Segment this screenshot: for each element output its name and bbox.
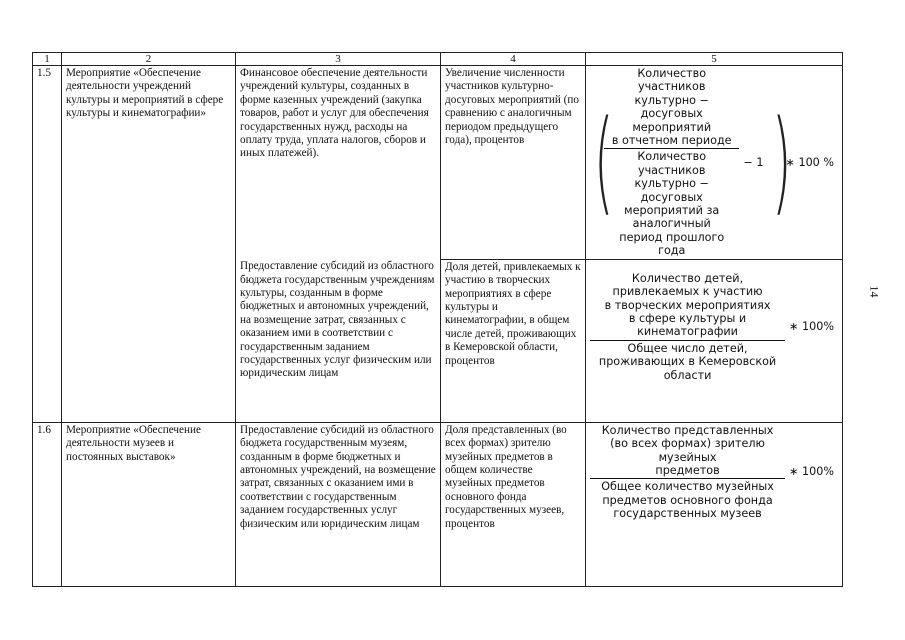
formula-participants bbox=[586, 66, 843, 260]
denominator-line: Количество участников bbox=[637, 150, 707, 177]
numerator-line: (во всех формах) зрителю музейных bbox=[610, 437, 765, 464]
header-cell: 3 bbox=[236, 53, 441, 66]
measure-name: Мероприятие «Обеспечение деятельности учреждений культуры и мероприятий в сфере культуры и кинематографии» bbox=[62, 66, 236, 260]
table-row bbox=[33, 66, 843, 260]
denominator-line: мероприятий за аналогичный bbox=[624, 204, 720, 231]
numerator-line: Количество детей, bbox=[631, 271, 744, 285]
numerator-line: в творческих мероприятиях bbox=[604, 298, 771, 312]
denominator bbox=[604, 149, 739, 257]
formula-children-share bbox=[586, 259, 843, 422]
times-hundred: ∗ 100% bbox=[789, 465, 834, 479]
fraction bbox=[590, 272, 785, 382]
numerator bbox=[590, 272, 785, 341]
page-number: 14 bbox=[867, 285, 882, 298]
times-hundred: ∗ 100% bbox=[789, 320, 834, 334]
left-paren: ( bbox=[593, 97, 614, 228]
numerator-line: культурно − досуговых bbox=[634, 93, 709, 121]
finance-description: Финансовое обеспечение деятельности учреждений культуры, созданных в форме казенных учреждений (закупка товаров, работ и услуг для обеспечения государственных нужд, расходы на оплату труда, уплата налогов, сборов и иных платежей). bbox=[236, 66, 441, 260]
numerator-line: привлекаемых к участию bbox=[612, 285, 763, 299]
denominator-line: Общее количество музейных bbox=[601, 480, 774, 494]
header-cell: 2 bbox=[62, 53, 236, 66]
header-cell: 1 bbox=[33, 53, 62, 66]
numerator-line: в сфере культуры и кинематографии bbox=[628, 311, 747, 339]
denominator bbox=[601, 479, 774, 520]
measures-table bbox=[32, 52, 843, 587]
indicator-description: Доля детей, привлекаемых к участию в творческих мероприятиях в сфере культуры и кинематографии, в общем числе детей, проживающих в Кемеровской области, процентов bbox=[441, 259, 586, 422]
denominator-line: период прошлого года bbox=[619, 230, 725, 258]
header-row bbox=[33, 53, 843, 66]
numerator-line: в отчетном периоде bbox=[611, 134, 732, 148]
times-hundred: ∗ 100 % bbox=[785, 155, 834, 169]
fraction bbox=[590, 424, 785, 521]
fraction bbox=[604, 67, 739, 258]
numerator-line: Количество представленных bbox=[601, 423, 774, 437]
table-row bbox=[33, 422, 843, 586]
row-number: 1.6 bbox=[33, 422, 62, 586]
header-cell: 4 bbox=[441, 53, 586, 66]
formula-museum-items bbox=[586, 422, 843, 586]
denominator-line: Общее число детей, bbox=[627, 341, 748, 355]
denominator-line: проживающих в Кемеровской области bbox=[598, 355, 777, 382]
row-number: 1.5 bbox=[33, 66, 62, 260]
measure-name: Мероприятие «Обеспечение деятельности музеев и постоянных выставок» bbox=[62, 422, 236, 586]
denominator bbox=[590, 341, 785, 382]
right-paren: ) bbox=[771, 97, 792, 228]
numerator-line: предметов bbox=[655, 463, 720, 477]
denominator-line: предметов основного фонда bbox=[602, 493, 773, 507]
numerator-line: Количество участников bbox=[637, 67, 707, 94]
numerator bbox=[590, 424, 785, 480]
denominator-line: культурно − досуговых bbox=[634, 177, 709, 204]
numerator-line: мероприятий bbox=[632, 120, 712, 134]
finance-description: Предоставление субсидий из областного бюджета государственным музеям, созданным в форме бюджетных и автономных учреждений, на возмещение затрат, связанных с оказанием ими в соответствии с государственным заданием государственных услуг физическим или юридическим лицам bbox=[236, 422, 441, 586]
finance-description: Предоставление субсидий из областного бюджета государственным учреждениям культуры, созданным в форме бюджетных и автономных учреждений, на возмещение затрат, связанных с оказанием ими в соответствии с государственным заданием государственных услуг физическим или юридическим лицам bbox=[236, 259, 441, 422]
table-row bbox=[33, 259, 843, 422]
header-cell: 5 bbox=[586, 53, 843, 66]
numerator bbox=[604, 67, 739, 149]
indicator-description: Доля представленных (во всех формах) зрителю музейных предметов в общем количестве музейных предметов основного фонда государственных музеев, процентов bbox=[441, 422, 586, 586]
minus-one: − 1 bbox=[743, 155, 764, 169]
indicator-description: Увеличение численности участников культурно-досуговых мероприятий (по сравнению с аналогичным периодом предыдущего года), процентов bbox=[441, 66, 586, 260]
denominator-line: государственных музеев bbox=[613, 507, 762, 521]
